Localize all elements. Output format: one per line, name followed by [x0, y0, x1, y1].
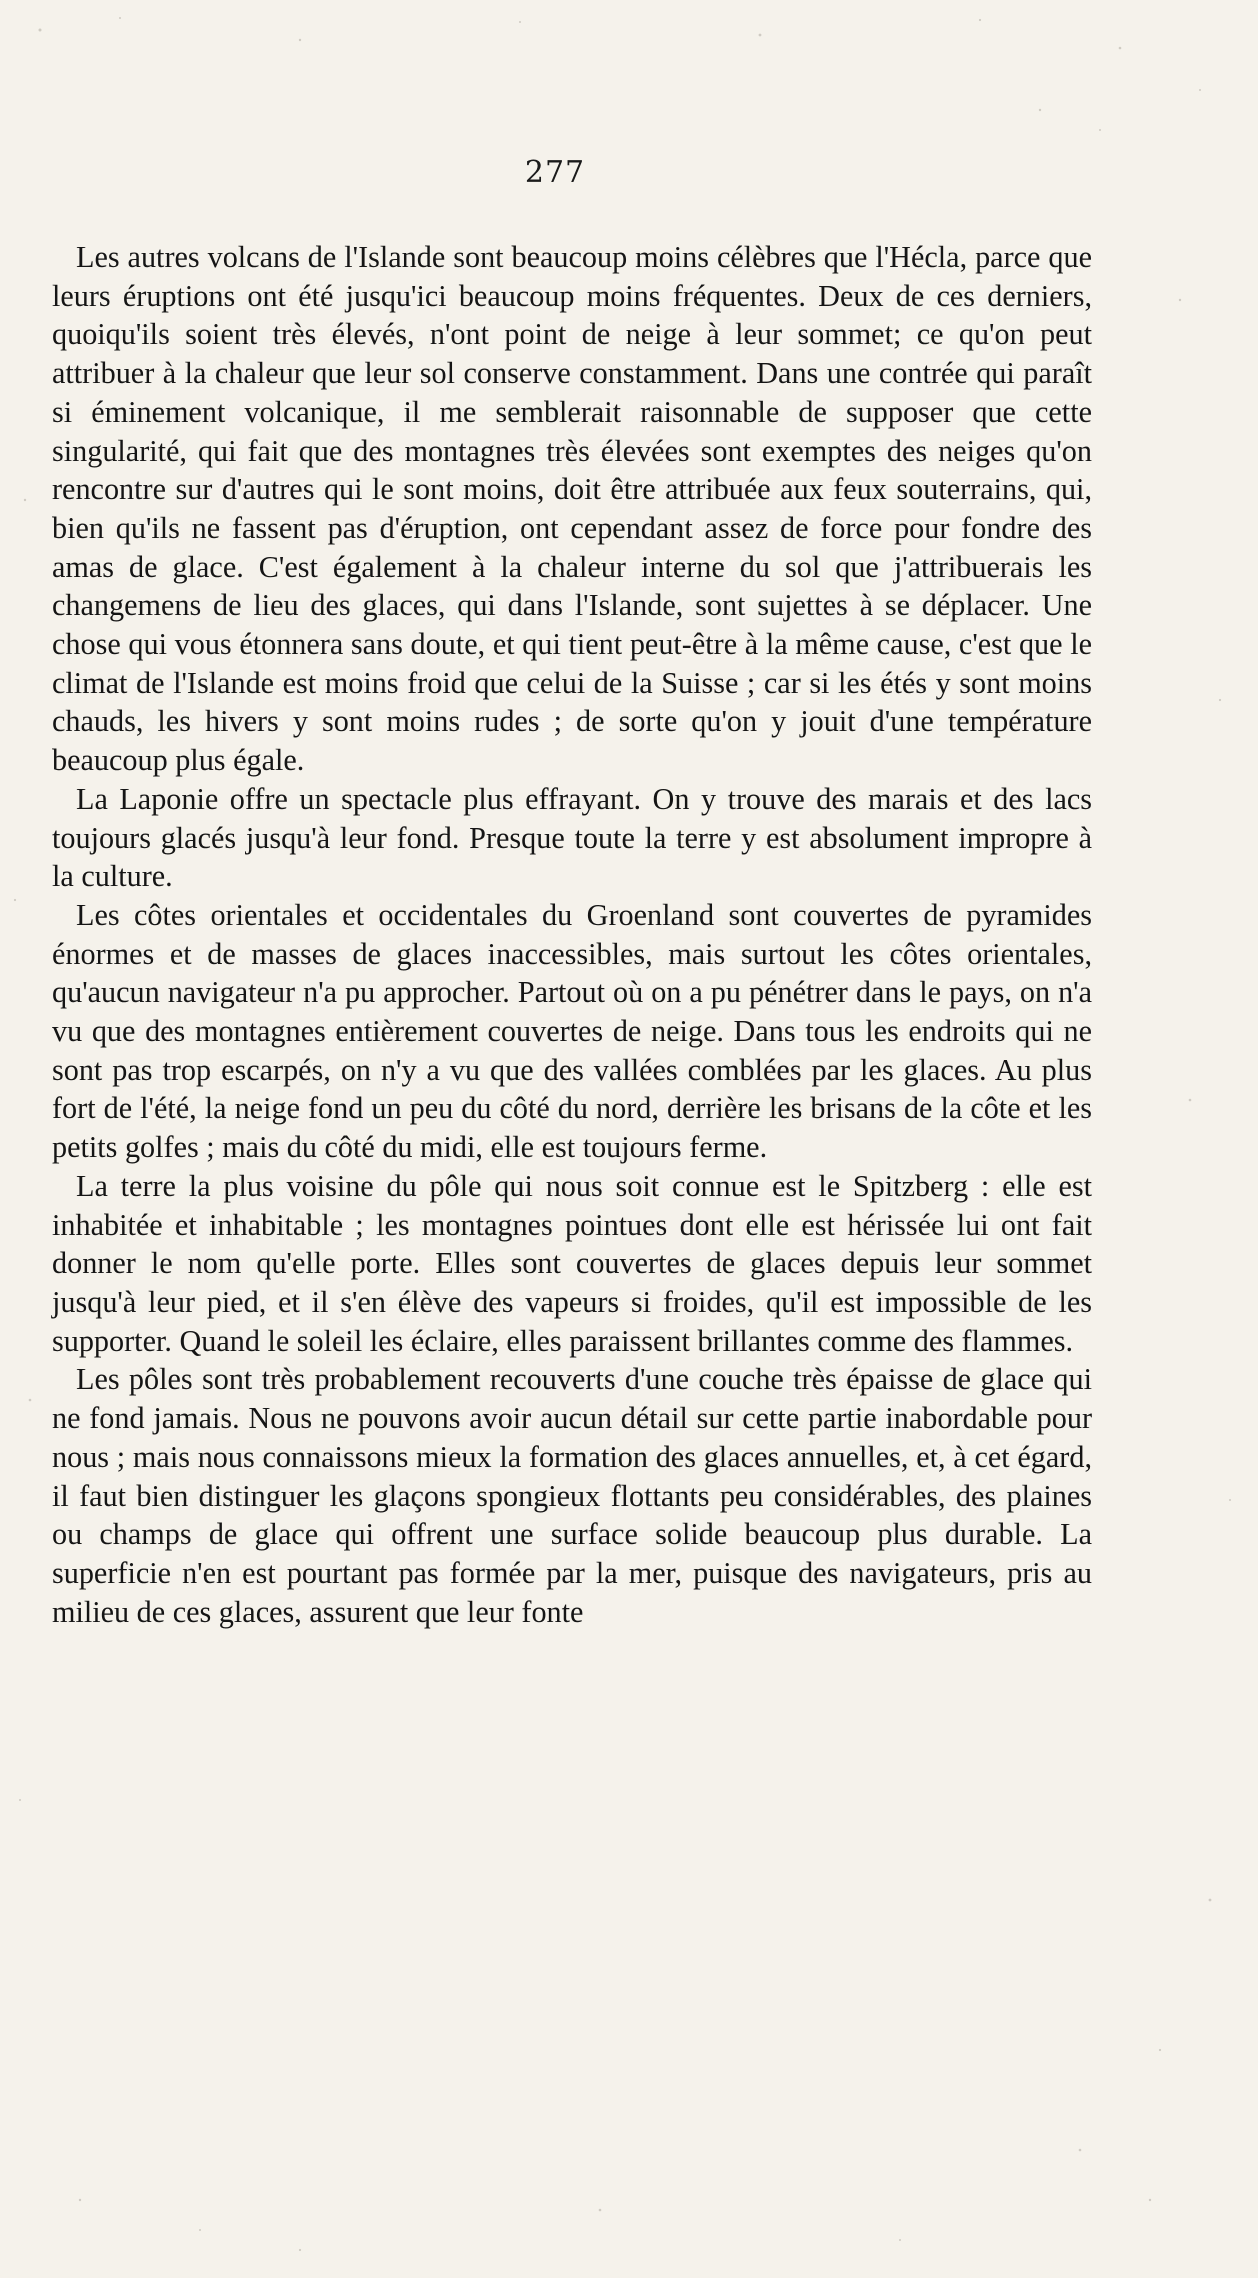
paragraph-laponie: La Laponie offre un spectacle plus effrayant. On y trouve des marais et des lacs toujours glacés jusqu'à leur fond. Presque toute la terre y est absolument impropre à la culture. — [52, 781, 1092, 894]
paragraph-spitzberg: La terre la plus voisine du pôle qui nous soit connue est le Spitzberg : elle est inhabitée et inhabitable ; les montagnes pointues dont elle est hérissée lui ont fait donner le nom qu'elle porte. Elles sont couvertes de glaces depuis leur sommet jusqu'à leur pied, et il s'en élève des vapeurs si froides, qu'il est impossible de les supporter. Quand le soleil les éclaire, elles paraissent brillantes comme des flammes. — [52, 1168, 1092, 1358]
page-number: 277 — [524, 155, 586, 190]
body-text — [52, 238, 1092, 1631]
paragraph-poles: Les pôles sont très probablement recouverts d'une couche très épaisse de glace qui ne fond jamais. Nous ne pouvons avoir aucun détail sur cette partie inabordable pour nous ; mais nous connaissons mieux la formation des glaces annuelles, et, à cet égard, il faut bien distinguer les glaçons spongieux flottants peu considérables, des plaines ou champs de glace qui offrent une surface solide beaucoup plus durable. La superficie n'en est pourtant pas formée par la mer, puisque des navigateurs, pris au milieu de ces glaces, assurent que leur fonte — [52, 1362, 1092, 1629]
paragraph-iceland-volcans: Les autres volcans de l'Islande sont beaucoup moins célèbres que l'Hécla, parce que leurs éruptions ont été jusqu'ici beaucoup moins fréquentes. Deux de ces derniers, quoiqu'ils soient très élevés, n'ont point de neige à leur sommet; ce qu'on peut attribuer à la chaleur que leur sol conserve constamment. Dans une contrée qui paraît si éminement volcanique, il me semblerait raisonnable de supposer que cette singularité, qui fait que des montagnes très élevées sont exemptes des neiges qu'on rencontre sur d'autres qui le sont moins, doit être attribuée aux feux souterrains, qui, bien qu'ils ne fassent pas d'éruption, ont cependant assez de force pour fondre des amas de glace. C'est également à la chaleur interne du sol que j'attribuerais les changemens de lieu des glaces, qui dans l'Islande, sont sujettes à se déplacer. Une chose qui vous étonnera sans doute, et qui tient peut-être à la même cause, c'est que le climat de l'Islande est moins froid que celui de la Suisse ; car si les étés y sont moins chauds, les hivers y sont moins rudes ; de sorte qu'on y jouit d'une température beaucoup plus égale. — [52, 240, 1092, 778]
paragraph-groenland: Les côtes orientales et occidentales du Groenland sont couvertes de pyramides énormes et de masses de glaces inaccessibles, mais surtout les côtes orientales, qu'aucun navigateur n'a pu approcher. Partout où on a pu pénétrer dans le pays, on n'a vu que des montagnes entièrement couvertes de neige. Dans tous les endroits qui ne sont pas trop escarpés, on n'y a vu que des vallées comblées par les glaces. Au plus fort de l'été, la neige fond un peu du côté du nord, derrière les brisans de la côte et les petits golfes ; mais du côté du midi, elle est toujours ferme. — [52, 897, 1092, 1165]
